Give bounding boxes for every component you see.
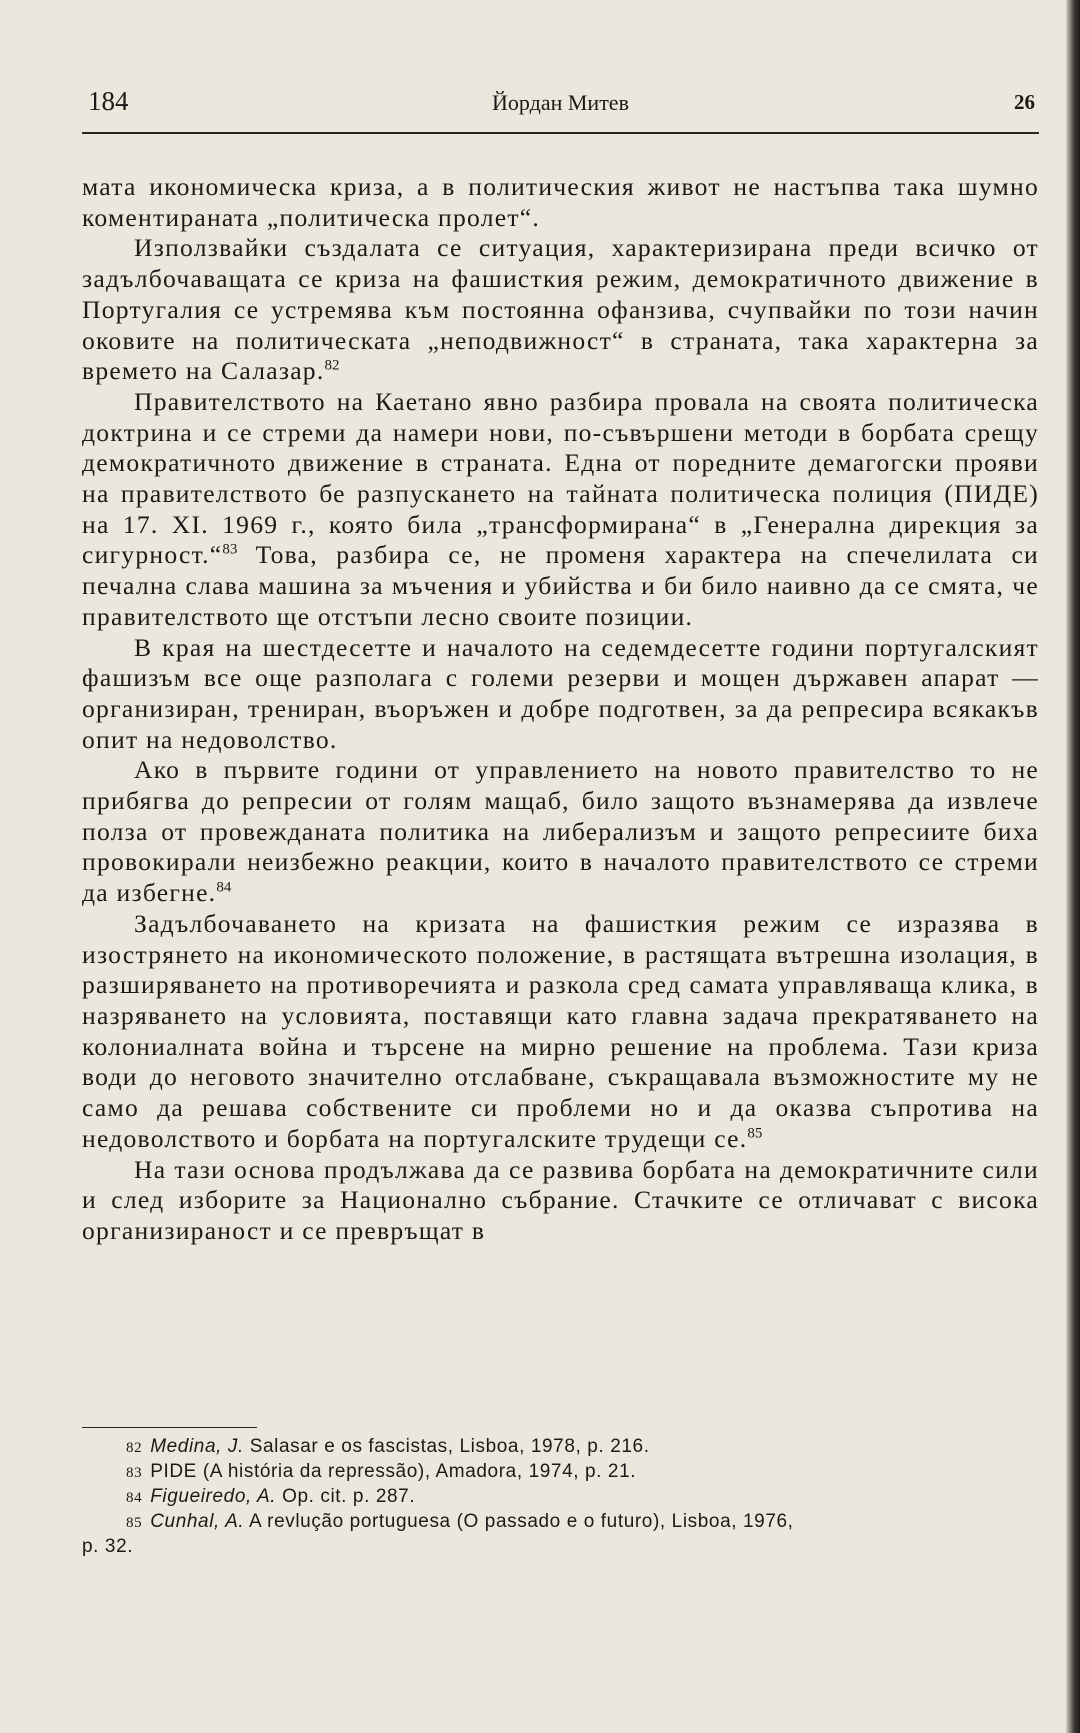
footnote-85: 85 Cunhal, A. A revlução portuguesa (O passado e o futuro), Lisboa, 1976,: [126, 1511, 794, 1532]
paragraph-4: В края на шестдесетте и началото на седемдесетте години португалският фашизъм все още разполага с големи резерви и мощен държавен апарат — организиран, трениран, въоръжен и добре подготвен, за да репресира всякакъв опит на недоволство.: [82, 632, 1039, 754]
footnote-ref-83: 83: [222, 541, 238, 558]
footnote-rule: [82, 1427, 257, 1428]
footnotes: [82, 1435, 1039, 1559]
paragraph-1: мата икономическа криза, а в политическия живот не настъпва така шумно коментираната „политическа пролет“.: [82, 172, 1039, 232]
page-edge: [1066, 0, 1080, 1733]
footnote-85-continuation: p. 32.: [82, 1536, 134, 1557]
footnote-84: 84 Figueiredo, A. Op. cit. p. 287.: [126, 1486, 416, 1507]
paragraph-7: На тази основа продължава да се развива борбата на демократичните сили и след изборите за Национално събрание. Стачките се отличават с висока организираност и се превръщат в: [82, 1154, 1039, 1245]
header-rule: [82, 132, 1039, 134]
body-text: [82, 172, 1039, 1247]
running-head: [82, 86, 1039, 120]
running-title: Йордан Митев: [492, 90, 629, 115]
paragraph-6: Задълбочаването на кризата на фашисткия режим се изразява в изострянето на икономическото положение, в растящата вътрешна изолация, в разширяването на противоречията и разкола сред самата управляваща клика, в назряването на условията, поставящи като главна задача прекратяването на колониалната война и търсене на мирно решение на проблема. Тази криза води до неговото значително отслабване, съкращавала възможностите му не само да решава собствените си проблеми но и да оказва съпротива на недоволството и борбата на португалските трудещи се.$^{85}$: [82, 908, 1039, 1153]
footnote-ref-84: 84: [216, 879, 232, 896]
paragraph-5: Ако в първите години от управлението на новото правителство то не прибягва до репресии от голям мащаб, било защото възнамерява да извлече полза от провежданата политика на либерализъм и защото репресиите биха провокирали неизбежно реакции, които в началото правителството се стреми да избегне.$^{84}$: [82, 755, 1039, 908]
footnote-83: 83 PIDE (A história da repressão), Amadora, 1974, p. 21.: [126, 1461, 637, 1482]
footnote-ref-82: 82: [324, 357, 340, 374]
signature-mark: 26: [1014, 90, 1035, 114]
page-number: 184: [88, 86, 129, 116]
footnote-ref-85: 85: [747, 1125, 763, 1142]
paragraph-3: Правителството на Каетано явно разбира провала на своята политическа доктрина и се стреми да намери нови, по-съвършени методи в борбата срещу демократичното движение в страната. Една от поредните демагогски прояви на правителството бе разпускането на тайната политическа полиция (ПИДЕ) на 17. XI. 1969 г., която била „трансформирана“ в „Генерална дирекция за сигурност.“$^{83}$ Това, разбира се, не променя характера на спечелилата си печална слава машина за мъчения и убийства и би било наивно да се смята, че правителството ще отстъпи лесно своите позиции.: [82, 386, 1039, 631]
footnote-82: 82 Medina, J. Salasar e os fascistas, Lisboa, 1978, p. 216.: [126, 1436, 650, 1457]
paragraph-2: Използвайки създалата се ситуация, характеризирана преди всичко от задълбочаващата се криза на фашисткия режим, демократичното движение в Португалия се устремява към постоянна офанзива, счупвайки по този начин оковите на политическата „неподвижност“ в страната, така характерна за времето на Салазар.$^{82}$: [82, 233, 1039, 386]
